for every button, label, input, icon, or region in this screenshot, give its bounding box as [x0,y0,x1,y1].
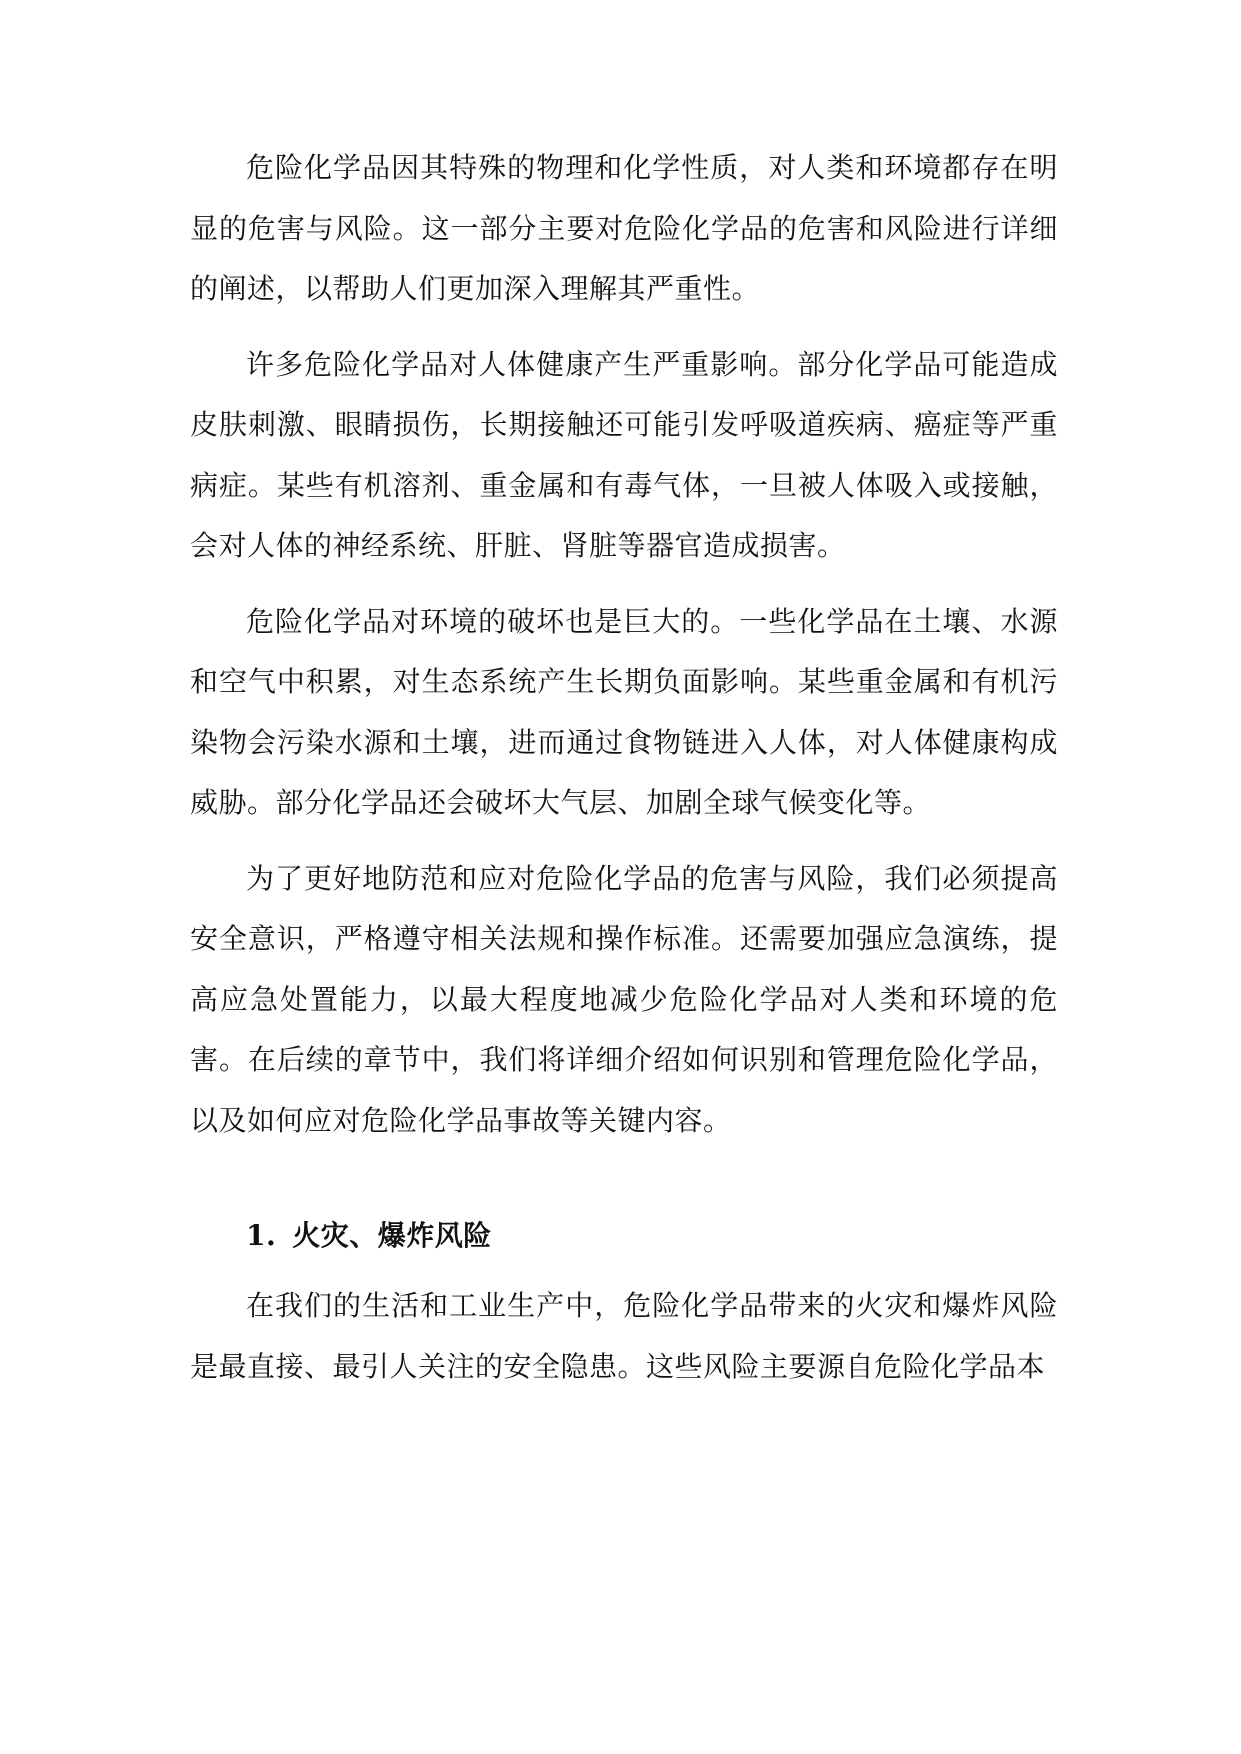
paragraph-environment-impact: 危险化学品对环境的破坏也是巨大的。一些化学品在土壤、水源和空气中积累，对生态系统产生长期负面影响。某些重金属和有机污染物会污染水源和土壤，进而通过食物链进入人体，对人体健康构成威胁。部分化学品还会破坏大气层、加剧全球气候变化等。 [190,604,1058,819]
paragraph-health-impact: 许多危险化学品对人体健康产生严重影响。部分化学品可能造成皮肤刺激、眼睛损伤，长期接触还可能引发呼吸道疾病、癌症等严重病症。某些有机溶剂、重金属和有毒气体，一旦被人体吸入或接触，会对人体的神经系统、肝脏、肾脏等器官造成损害。 [190,347,1058,562]
section-number: 1. [246,1219,277,1252]
section-heading [190,1206,1058,1266]
paragraph-fire-explosion: 在我们的生活和工业生产中，危险化学品带来的火灾和爆炸风险是最直接、最引人关注的安全隐患。这些风险主要源自危险化学品本 [190,1289,1058,1383]
paragraph-intro: 危险化学品因其特殊的物理和化学性质，对人类和环境都存在明显的危害与风险。这一部分主要对危险化学品的危害和风险进行详细的阐述，以帮助人们更加深入理解其严重性。 [190,151,1058,305]
document-body [190,138,1058,1397]
section-title: 火灾、爆炸风险 [292,1219,492,1252]
paragraph-prevention: 为了更好地防范和应对危险化学品的危害与风险，我们必须提高安全意识，严格遵守相关法规和操作标准。还需要加强应急演练，提高应急处置能力，以最大程度地减少危险化学品对人类和环境的危害。在后续的章节中，我们将详细介绍如何识别和管理危险化学品，以及如何应对危险化学品事故等关键内容。 [190,861,1058,1137]
